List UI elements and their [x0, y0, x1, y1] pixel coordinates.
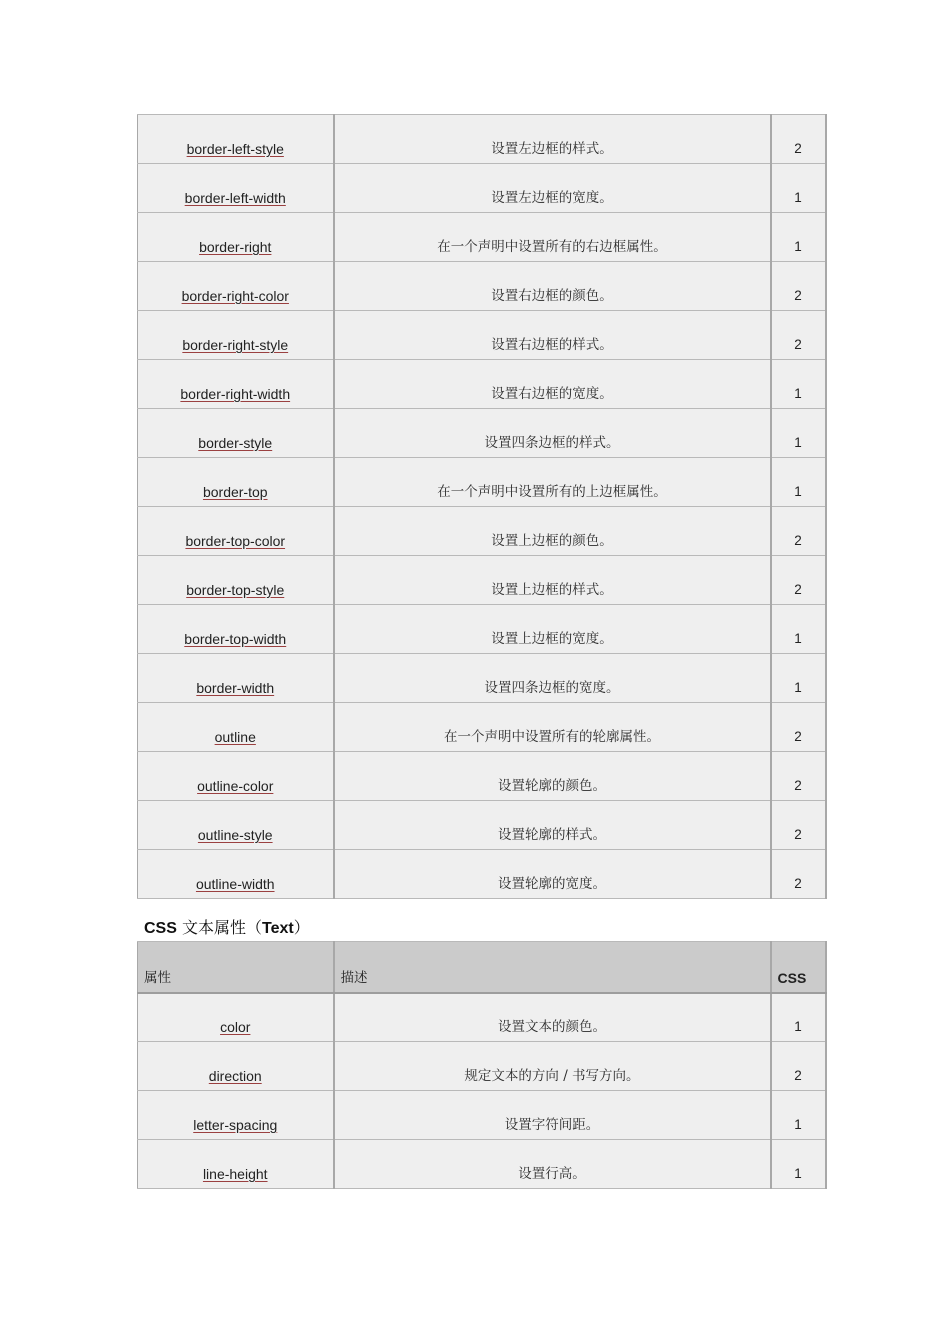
css-version-cell: 1 [771, 993, 826, 1042]
border-properties-table [137, 114, 827, 899]
description-cell: 设置四条边框的宽度。 [334, 654, 771, 703]
css-version-cell: 2 [771, 311, 826, 360]
property-cell [138, 311, 334, 360]
property-cell [138, 752, 334, 801]
property-cell [138, 1140, 334, 1189]
description-cell: 设置轮廓的样式。 [334, 801, 771, 850]
property-cell [138, 801, 334, 850]
section-heading-prefix: CSS [144, 920, 177, 937]
css-version-cell: 2 [771, 556, 826, 605]
css-version-cell: 1 [771, 605, 826, 654]
property-link[interactable]: border-right [199, 239, 272, 255]
property-link[interactable]: line-height [202, 1166, 268, 1182]
property-link[interactable]: border-top-style [186, 582, 285, 598]
property-cell [138, 458, 334, 507]
css-version-cell: 1 [771, 213, 826, 262]
description-cell: 设置轮廓的宽度。 [334, 850, 771, 899]
property-link[interactable]: border-right-color [181, 288, 289, 304]
table-row [138, 409, 826, 458]
description-cell: 设置右边框的样式。 [334, 311, 771, 360]
property-cell [138, 409, 334, 458]
table-row [138, 752, 826, 801]
table-row [138, 1140, 826, 1189]
css-version-cell: 2 [771, 801, 826, 850]
property-link[interactable]: border-top-color [185, 533, 286, 549]
css-version-cell: 2 [771, 1042, 826, 1091]
property-cell [138, 164, 334, 213]
table-row [138, 556, 826, 605]
header-description: 描述 [334, 942, 771, 993]
property-cell [138, 213, 334, 262]
border-properties-table-body [138, 115, 826, 899]
css-version-cell: 1 [771, 654, 826, 703]
css-version-cell: 2 [771, 507, 826, 556]
table-row [138, 654, 826, 703]
section-heading-middle: 文本属性（ [176, 918, 262, 937]
table-row [138, 164, 826, 213]
table-row [138, 850, 826, 899]
property-link[interactable]: border-style [198, 435, 273, 451]
description-cell: 设置四条边框的样式。 [334, 409, 771, 458]
table-row [138, 1042, 826, 1091]
property-cell [138, 556, 334, 605]
description-cell: 设置行高。 [334, 1140, 771, 1189]
description-cell: 在一个声明中设置所有的右边框属性。 [334, 213, 771, 262]
table-row [138, 115, 826, 164]
description-cell: 在一个声明中设置所有的轮廓属性。 [334, 703, 771, 752]
property-cell [138, 360, 334, 409]
css-version-cell: 1 [771, 1091, 826, 1140]
table-row [138, 605, 826, 654]
property-link[interactable]: direction [208, 1068, 262, 1084]
header-property: 属性 [138, 942, 334, 993]
property-cell [138, 654, 334, 703]
property-link[interactable]: letter-spacing [193, 1117, 278, 1133]
css-version-cell: 2 [771, 752, 826, 801]
table-row [138, 311, 826, 360]
description-cell: 在一个声明中设置所有的上边框属性。 [334, 458, 771, 507]
description-cell: 设置上边框的宽度。 [334, 605, 771, 654]
property-cell [138, 115, 334, 164]
section-heading-end: ） [293, 918, 310, 937]
property-link[interactable]: outline-width [195, 876, 275, 892]
css-version-cell: 2 [771, 703, 826, 752]
property-link[interactable]: border-right-width [180, 386, 291, 402]
table-header-row [138, 942, 826, 993]
description-cell: 设置右边框的颜色。 [334, 262, 771, 311]
description-cell: 设置上边框的样式。 [334, 556, 771, 605]
css-version-cell: 2 [771, 262, 826, 311]
property-link[interactable]: border-left-style [186, 141, 284, 157]
property-link[interactable]: border-left-width [184, 190, 286, 206]
property-link[interactable]: color [220, 1019, 251, 1035]
table-row [138, 1091, 826, 1140]
table-row [138, 213, 826, 262]
text-properties-table [137, 941, 827, 1189]
property-link[interactable]: border-top-width [184, 631, 287, 647]
property-cell [138, 605, 334, 654]
header-css: CSS [771, 942, 826, 993]
section-heading-keyword: Text [262, 920, 294, 937]
text-properties-table-body [138, 993, 826, 1189]
css-version-cell: 1 [771, 458, 826, 507]
property-cell [138, 1042, 334, 1091]
description-cell: 设置左边框的样式。 [334, 115, 771, 164]
property-link[interactable]: outline-style [197, 827, 273, 843]
property-link[interactable]: border-right-style [182, 337, 289, 353]
css-version-cell: 2 [771, 115, 826, 164]
description-cell: 设置文本的颜色。 [334, 993, 771, 1042]
table-row [138, 458, 826, 507]
section-heading [144, 918, 310, 939]
table-row [138, 993, 826, 1042]
property-cell [138, 262, 334, 311]
property-cell [138, 507, 334, 556]
description-cell: 设置上边框的颜色。 [334, 507, 771, 556]
table-row [138, 507, 826, 556]
property-cell [138, 993, 334, 1042]
css-version-cell: 2 [771, 850, 826, 899]
description-cell: 规定文本的方向 / 书写方向。 [334, 1042, 771, 1091]
table-row [138, 262, 826, 311]
css-version-cell: 1 [771, 1140, 826, 1189]
property-link[interactable]: border-width [196, 680, 275, 696]
css-version-cell: 1 [771, 360, 826, 409]
table-row [138, 360, 826, 409]
property-link[interactable]: outline-color [197, 778, 274, 794]
property-cell [138, 1091, 334, 1140]
property-cell [138, 850, 334, 899]
description-cell: 设置右边框的宽度。 [334, 360, 771, 409]
css-version-cell: 1 [771, 409, 826, 458]
table-row [138, 703, 826, 752]
property-link[interactable]: outline [214, 729, 256, 745]
description-cell: 设置轮廓的颜色。 [334, 752, 771, 801]
table-row [138, 801, 826, 850]
css-version-cell: 1 [771, 164, 826, 213]
description-cell: 设置字符间距。 [334, 1091, 771, 1140]
property-link[interactable]: border-top [202, 484, 268, 500]
property-cell [138, 703, 334, 752]
description-cell: 设置左边框的宽度。 [334, 164, 771, 213]
